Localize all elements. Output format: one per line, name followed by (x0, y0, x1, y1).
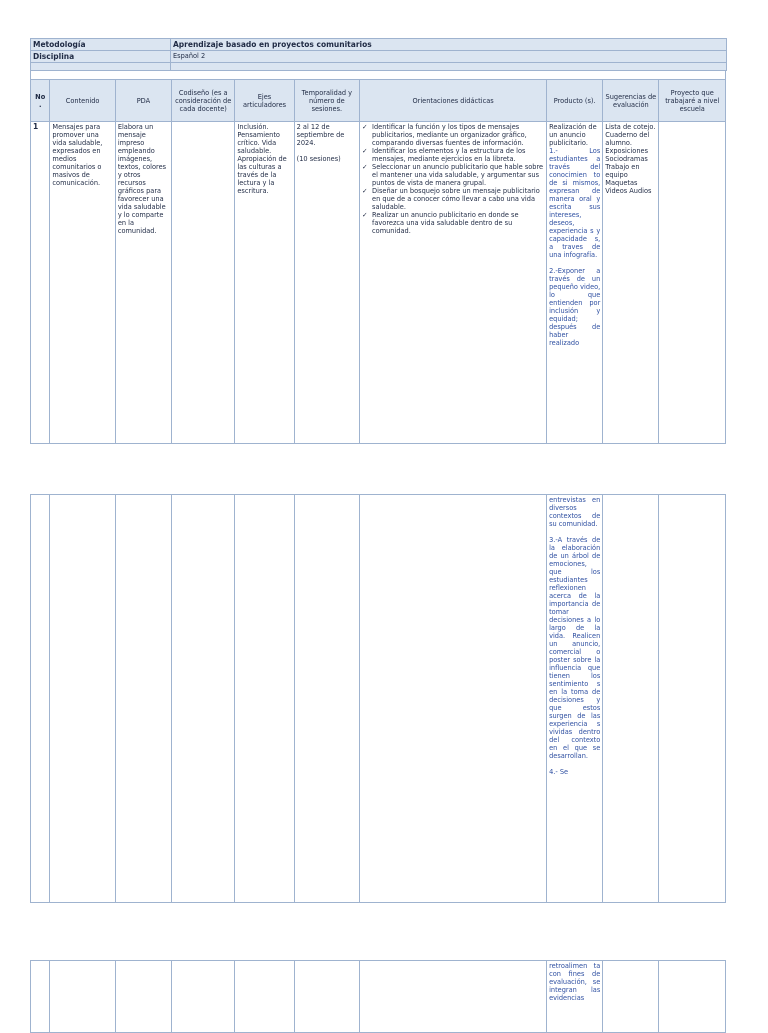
proyecto-cell (659, 495, 726, 903)
row-number (31, 961, 50, 1033)
producto-item-1: 1.- Los estudiantes a través del conocimien to de si mismos, expresan de manera oral y escrita sus intereses, deseos, experiencia s y capacidade s, a traves de una infografía. (549, 147, 601, 259)
ejes-cell (235, 961, 294, 1033)
spacer-cell (171, 63, 727, 71)
metodologia-label: Metodología (31, 39, 171, 51)
sugerencias-cell (603, 495, 659, 903)
col-header-ejes: Ejes articuladores (235, 80, 294, 122)
col-header-orientaciones: Orientaciones didácticas (360, 80, 547, 122)
disciplina-label: Disciplina (31, 51, 171, 63)
producto-item-2: 2.-Exponer a través de un pequeño video, lo que entienden por inclusión y equidad; después de haber realizado (549, 267, 601, 347)
table-row (31, 961, 726, 1033)
sugerencias-cell (603, 961, 659, 1033)
codiseno-cell (172, 961, 235, 1033)
temporalidad-cell (294, 961, 359, 1033)
temporalidad-sesiones: (10 sesiones) (296, 155, 341, 163)
orientaciones-cell (360, 961, 547, 1033)
col-header-producto: Producto (s). (547, 80, 603, 122)
list-item: ✓ Identificar la función y los tipos de mensajes publicitarios, mediante un organizador gráfico, comparando diversas fuentes de información. (362, 123, 544, 147)
pda-cell: Elabora un mensaje impreso empleando imágenes, textos, colores y otros recursos gráficos para favorecer una vida saludable y lo comparte en la comunidad. (115, 122, 171, 444)
row-number: 1 (31, 122, 50, 444)
temporalidad-fecha: 2 al 12 de septiembre de 2024. (296, 123, 345, 147)
col-header-sugerencias: Sugerencias de evaluación (603, 80, 659, 122)
producto-cell (547, 495, 603, 903)
col-header-no: No . (31, 80, 50, 122)
col-header-pda: PDA (115, 80, 171, 122)
planning-table-page-1 (30, 38, 726, 444)
spacer-cell (31, 63, 171, 71)
planning-table-page-3 (30, 960, 726, 1033)
ejes-cell (235, 495, 294, 903)
codiseno-cell (172, 122, 235, 444)
producto-cell (547, 961, 603, 1033)
col-header-proyecto: Proyecto que trabajaré a nivel escuela (659, 80, 726, 122)
producto-item-2-cont: entrevistas en diversos contextos de su comunidad. (549, 496, 601, 528)
orientaciones-cell (360, 495, 547, 903)
contenido-cell (50, 495, 115, 903)
pda-cell (115, 495, 171, 903)
list-item: ✓ Diseñar un bosquejo sobre un mensaje publicitario en que de a conocer cómo llevar a cabo una vida saludable. (362, 187, 544, 211)
producto-item-3: 3.-A través de la elaboración de un árbol de emociones, que los estudiantes reflexionen acerca de la importancia de tomar decisiones a lo largo de la vida. Realicen un anuncio, comercial o poster sobre la influencia que tienen los sentimiento s en la toma de decisiones y que estos surgen de las experiencia s vividas dentro del contexto en el que se desarrollan. (549, 536, 601, 760)
temporalidad-cell (294, 495, 359, 903)
table-row (31, 495, 726, 903)
planning-table-page-2 (30, 494, 726, 903)
header-gap (30, 71, 726, 79)
list-item: ✓ Realizar un anuncio publicitario en donde se favorezca una vida saludable dentro de su comunidad. (362, 211, 544, 235)
col-header-contenido: Contenido (50, 80, 115, 122)
contenido-cell (50, 961, 115, 1033)
ejes-cell: Inclusión. Pensamiento crítico. Vida saludable. Apropiación de las culturas a través de la lectura y la escritura. (235, 122, 294, 444)
table-row (31, 122, 726, 444)
list-item: ✓ Identificar los elementos y la estructura de los mensajes, mediante ejercicios en la libreta. (362, 147, 544, 163)
pda-cell (115, 961, 171, 1033)
orientaciones-cell (360, 122, 547, 444)
proyecto-cell (659, 961, 726, 1033)
producto-intro: Realización de un anuncio publicitario. (549, 123, 597, 147)
contenido-cell: Mensajes para promover una vida saludable, expresados en medios comunitarios o masivos de comunicación. (50, 122, 115, 444)
list-item: ✓ Seleccionar un anuncio publicitario que hable sobre el mantener una vida saludable, y argumentar sus puntos de vista de manera grupal. (362, 163, 544, 187)
producto-cell (547, 122, 603, 444)
temporalidad-cell (294, 122, 359, 444)
metodologia-value: Aprendizaje basado en proyectos comunitarios (171, 39, 727, 51)
proyecto-cell (659, 122, 726, 444)
col-header-codiseno: Codiseño (es a consideración de cada docente) (172, 80, 235, 122)
codiseno-cell (172, 495, 235, 903)
disciplina-value: Español 2 (171, 51, 727, 63)
row-number (31, 495, 50, 903)
producto-item-4: 4.- Se (549, 768, 569, 776)
col-header-temporalidad: Temporalidad y número de sesiones. (294, 80, 359, 122)
producto-item-4-cont: retroalimen ta con fines de evaluación, se integran las evidencias (549, 962, 601, 1002)
sugerencias-cell: Lista de cotejo. Cuaderno del alumno. Exposiciones Sociodramas Trabajo en equipo Maquetas Videos Audios (603, 122, 659, 444)
orientaciones-list (362, 123, 544, 235)
